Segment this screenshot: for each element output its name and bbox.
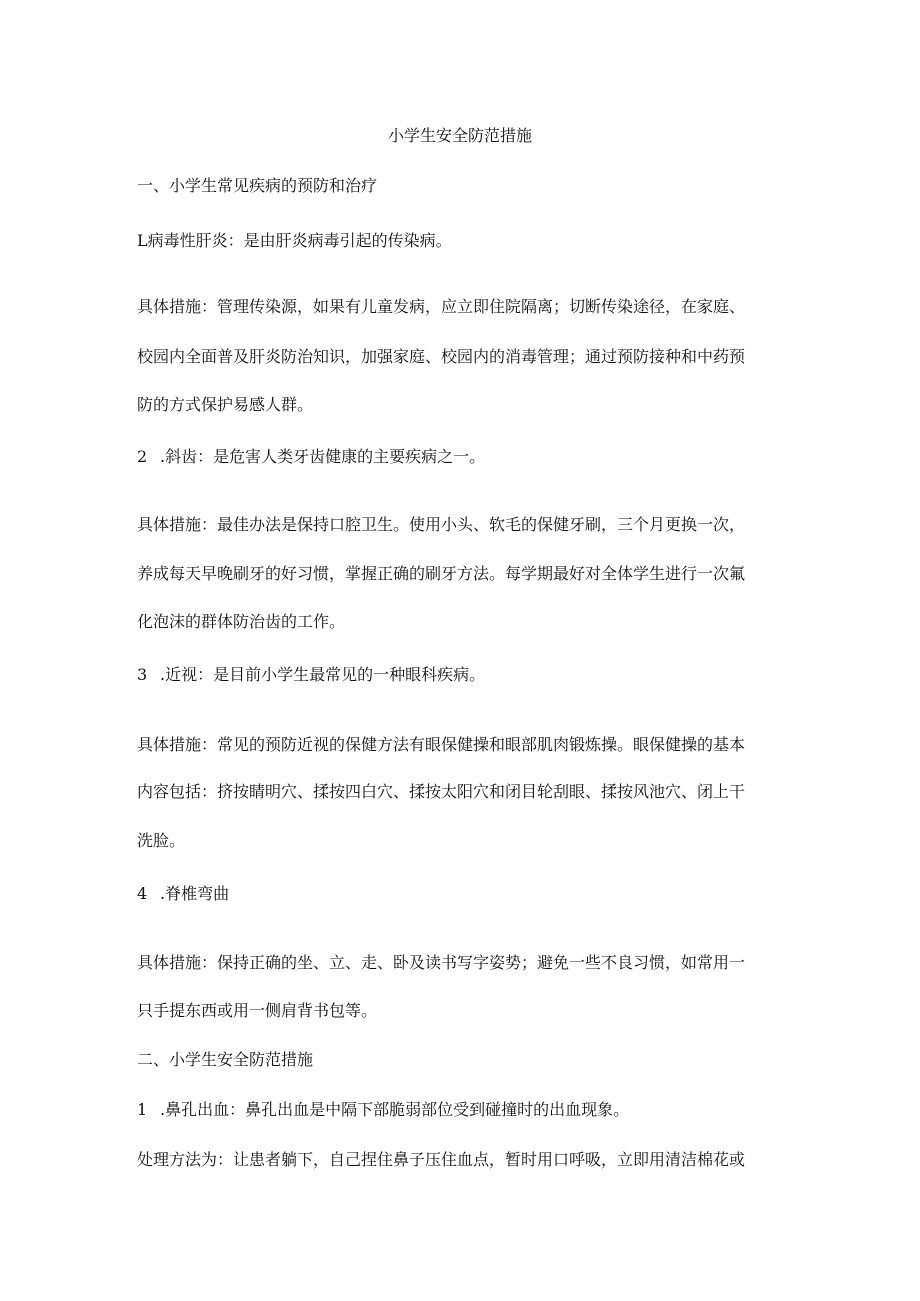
- item-4-heading: [137, 884, 229, 904]
- item-2-number: 2: [137, 447, 148, 466]
- item-1-measures-line-2: 校园内全面普及肝炎防治知识，加强家庭、校园内的消毒管理；通过预防接种和中药预: [137, 347, 746, 366]
- item-2-measures-line-3: 化泡沫的群体防治齿的工作。: [137, 612, 346, 631]
- item-4-measures-line-2: 只手提东西或用一侧肩背书包等。: [137, 1001, 378, 1020]
- item-2-text: .斜齿：是危害人类牙齿健康的主要疾病之一。: [160, 447, 486, 466]
- item-1-measures-line-3: 防的方式保护易感人群。: [137, 395, 314, 414]
- item-4-text: .脊椎弯曲: [160, 884, 230, 903]
- page-title: 小学生安全防范措施: [387, 126, 532, 145]
- item-3-text: .近视：是目前小学生最常见的一种眼科疾病。: [160, 665, 486, 684]
- section-heading-1: 一、小学生常见疾病的预防和治疗: [137, 176, 378, 195]
- item-1-heading: L病毒性肝炎：是由肝炎病毒引起的传染病。: [137, 231, 452, 250]
- item-3-measures-line-2: 内容包括：挤按睛明穴、揉按四白穴、揉按太阳穴和闭目轮刮眼、揉按风池穴、闭上干: [137, 782, 746, 801]
- item-1-measures-line-1: 具体措施：管理传染源，如果有儿童发病，应立即住院隔离；切断传染途径，在家庭、: [137, 297, 746, 316]
- item-3-measures-line-3: 洗脸。: [137, 831, 186, 850]
- section-heading-2: 二、小学生安全防范措施: [137, 1050, 314, 1069]
- item-3-heading: [137, 665, 485, 685]
- item-2-measures-line-1: 具体措施：最佳办法是保持口腔卫生。使用小头、软毛的保健牙刷，三个月更换一次，: [137, 515, 746, 534]
- item-3-measures-line-1: 具体措施：常见的预防近视的保健方法有眼保健操和眼部肌肉锻炼操。眼保健操的基本: [137, 735, 746, 754]
- item-4-number: 4: [137, 884, 148, 903]
- item-4-measures-line-1: 具体措施：保持正确的坐、立、走、卧及读书写字姿势；避免一些不良习惯，如常用一: [137, 953, 746, 972]
- item-2-heading: [137, 447, 485, 467]
- s2-item-1-number: 1: [137, 1100, 148, 1119]
- item-3-number: 3: [137, 665, 148, 684]
- s2-item-1-text: .鼻孔出血：鼻孔出血是中隔下部脆弱部位受到碰撞时的出血现象。: [160, 1100, 630, 1119]
- s2-item-1-measures-line-1: 处理方法为：让患者躺下，自己捏住鼻子压住血点，暂时用口呼吸，立即用清洁棉花或: [137, 1150, 746, 1169]
- item-2-measures-line-2: 养成每天早晚刷牙的好习惯，掌握正确的刷牙方法。每学期最好对全体学生进行一次氟: [137, 564, 746, 583]
- s2-item-1-heading: [137, 1100, 629, 1120]
